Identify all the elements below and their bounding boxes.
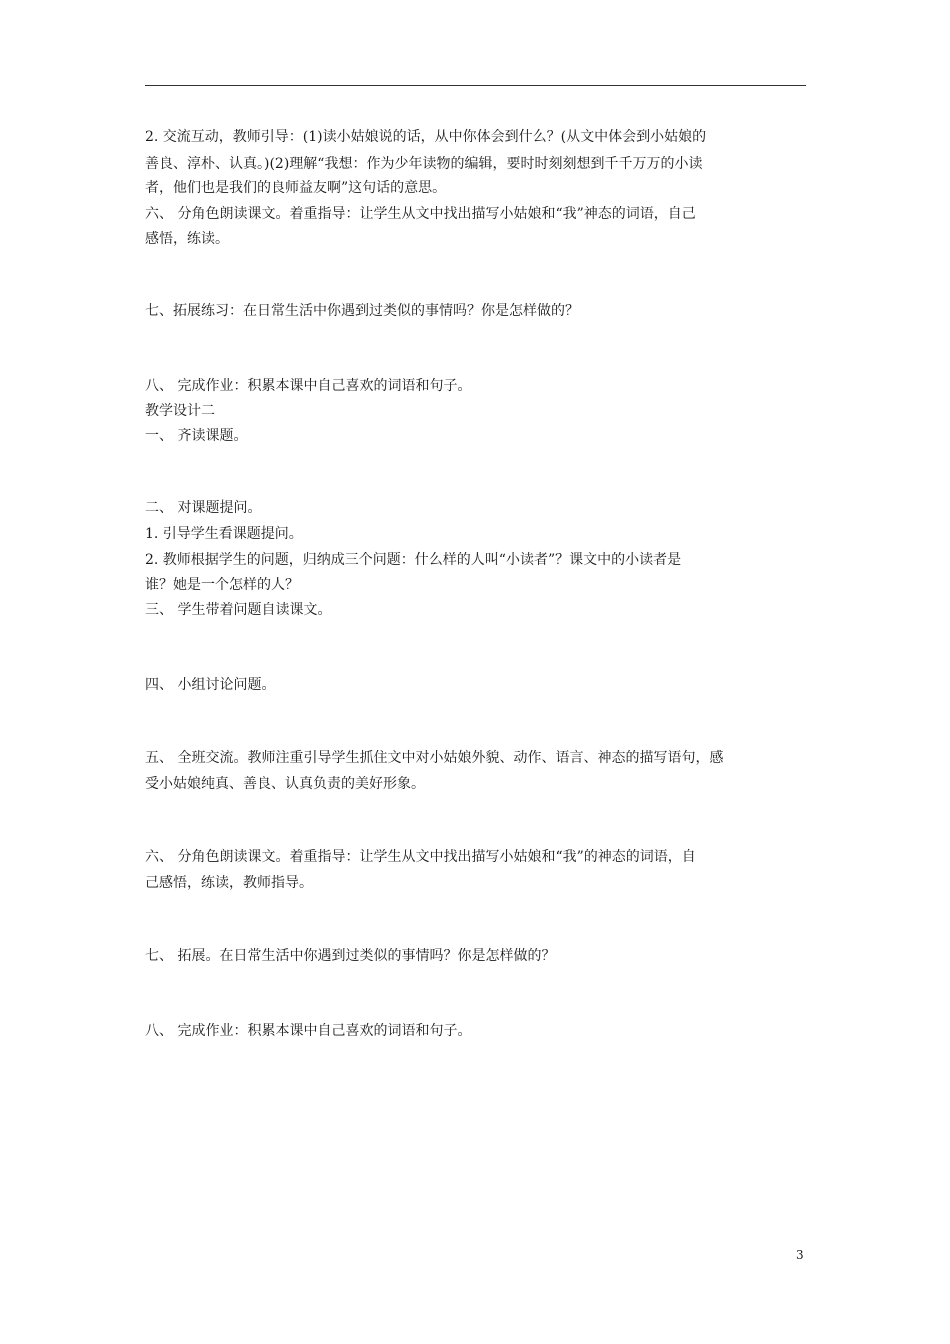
text-line: 一、 齐读课题。 <box>145 428 248 444</box>
header-rule <box>145 85 806 86</box>
section-heading: 教学设计二 <box>145 403 215 419</box>
text-line: 2. 教师根据学生的问题，归纳成三个问题：什么样的人叫“小读者”？课文中的小读者是 <box>145 552 682 568</box>
text-line: 八、 完成作业：积累本课中自己喜欢的词语和句子。 <box>145 1023 472 1039</box>
text-line: 1. 引导学生看课题提问。 <box>145 526 303 542</box>
text-line: 二、 对课题提问。 <box>145 500 262 516</box>
text-line: 五、 全班交流。教师注重引导学生抓住文中对小姑娘外貌、动作、语言、神态的描写语句，感 <box>145 750 724 766</box>
text-line: 谁？她是一个怎样的人？ <box>145 577 299 593</box>
text-line: 七、拓展练习：在日常生活中你遇到过类似的事情吗？你是怎样做的？ <box>145 303 579 319</box>
text-line: 四、 小组讨论问题。 <box>145 677 276 693</box>
text-line: 感悟，练读。 <box>145 231 229 247</box>
text-line: 六、 分角色朗读课文。着重指导：让学生从文中找出描写小姑娘和“我”神态的词语，自己 <box>145 206 696 222</box>
text-line: 善良、淳朴、认真。)(2)理解“我想：作为少年读物的编辑，要时时刻刻想到千千万万的小读 <box>145 156 703 172</box>
text-line: 者，他们也是我们的良师益友啊”这句话的意思。 <box>145 180 447 196</box>
text-line: 三、 学生带着问题自读课文。 <box>145 602 332 618</box>
text-line: 2. 交流互动，教师引导：(1)读小姑娘说的话，从中你体会到什么？(从文中体会到小姑娘的 <box>145 129 707 145</box>
text-line: 六、 分角色朗读课文。着重指导：让学生从文中找出描写小姑娘和“我”的神态的词语，自 <box>145 849 696 865</box>
text-line: 八、 完成作业：积累本课中自己喜欢的词语和句子。 <box>145 378 472 394</box>
text-line: 受小姑娘纯真、善良、认真负责的美好形象。 <box>145 776 425 792</box>
text-line: 己感悟，练读，教师指导。 <box>145 875 313 891</box>
text-line: 七、 拓展。在日常生活中你遇到过类似的事情吗？你是怎样做的？ <box>145 948 556 964</box>
page-number: 3 <box>796 1248 804 1262</box>
